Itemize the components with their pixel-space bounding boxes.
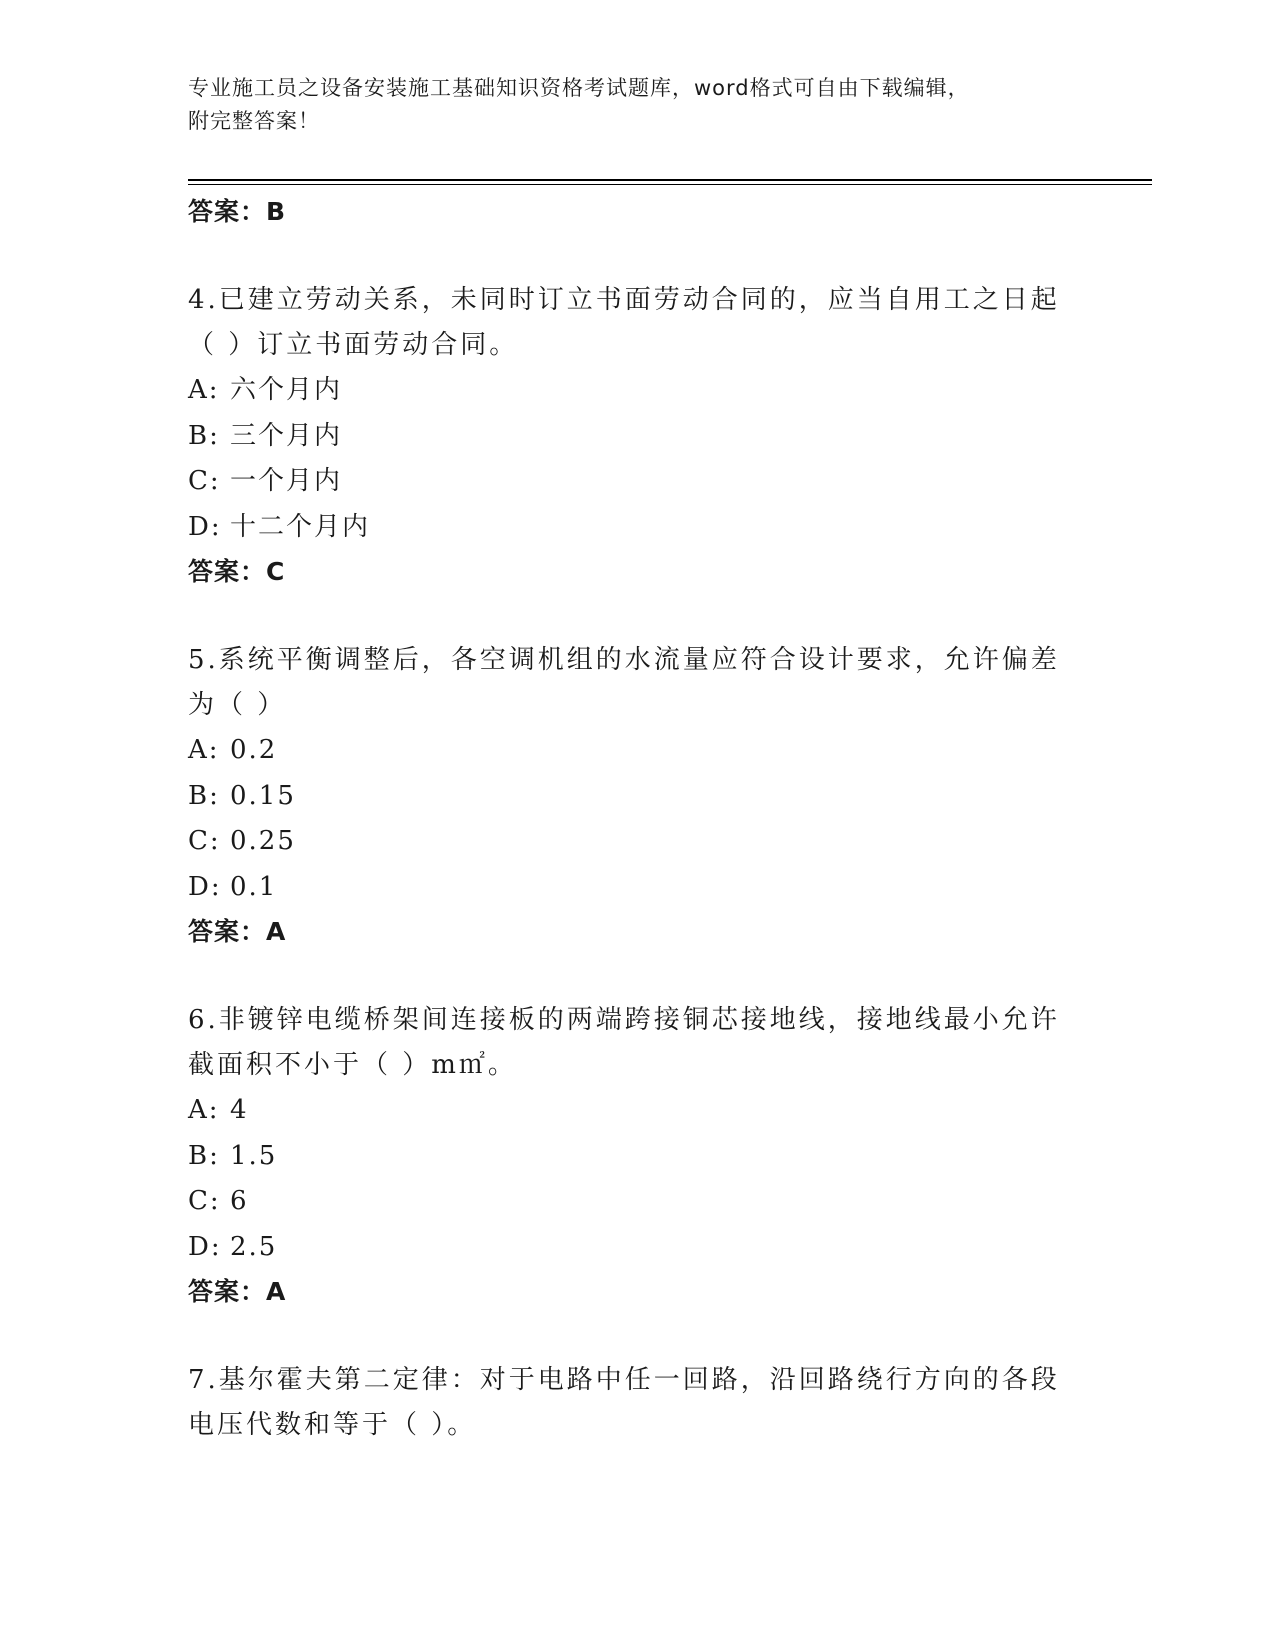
option-value: 4: [230, 1095, 249, 1125]
option-value: 6: [230, 1186, 249, 1216]
header-line-2: 附完整答案！: [188, 109, 320, 133]
answer-line: 答案：B: [188, 197, 287, 226]
question-text-line-2: 电压代数和等于（ ）。: [188, 1410, 477, 1440]
option-key: D:: [188, 871, 222, 902]
option-value: 六个月内: [230, 375, 343, 405]
header-divider-thin: [188, 184, 1152, 185]
question-6: [188, 998, 1088, 1314]
option-key: D:: [188, 1231, 222, 1262]
question-7: [188, 1358, 1088, 1448]
option-key: A:: [188, 735, 220, 765]
option-b: [188, 1134, 1088, 1180]
page-header: [188, 72, 1068, 138]
option-a: [188, 728, 1088, 774]
option-b: [188, 414, 1088, 460]
option-d: [188, 505, 1088, 551]
option-key: D:: [188, 511, 222, 542]
question-text: [188, 998, 1088, 1088]
question-text-line-2: 截面积不小于（ ）m㎡。: [188, 1050, 517, 1080]
option-value: 十二个月内: [230, 511, 371, 542]
option-c: [188, 459, 1088, 505]
option-a: [188, 1088, 1088, 1134]
question-text-line-1: 7.基尔霍夫第二定律：对于电路中任一回路，沿回路绕行方向的各段: [188, 1365, 1060, 1395]
option-c: [188, 819, 1088, 865]
header-divider-thick: [188, 179, 1152, 181]
option-key: A:: [188, 375, 220, 405]
option-value: 0.25: [230, 826, 296, 856]
question-text-line-2: 为（ ）: [188, 690, 287, 720]
option-c: [188, 1179, 1088, 1225]
option-value: 三个月内: [230, 420, 343, 451]
option-key: C:: [188, 466, 221, 496]
option-key: A:: [188, 1095, 220, 1125]
option-value: 1.5: [230, 1140, 278, 1171]
question-text: [188, 278, 1088, 368]
question-text-line-1: 5.系统平衡调整后，各空调机组的水流量应符合设计要求，允许偏差: [188, 645, 1060, 675]
answer-line: 答案：A: [188, 917, 287, 946]
question-text-line-1: 6.非镀锌电缆桥架间连接板的两端跨接铜芯接地线，接地线最小允许: [188, 1005, 1060, 1035]
option-value: 0.2: [230, 735, 278, 765]
option-value: 一个月内: [230, 466, 343, 496]
question-text: [188, 638, 1088, 728]
header-line-1: 专业施工员之设备安装施工基础知识资格考试题库，word格式可自由下载编辑，: [188, 76, 970, 100]
question-4: [188, 278, 1088, 594]
option-key: B:: [188, 420, 220, 451]
option-d: [188, 1225, 1088, 1271]
question-text-line-1: 4.已建立劳动关系，未同时订立书面劳动合同的，应当自用工之日起: [188, 285, 1060, 315]
answer-line: 答案：A: [188, 1277, 287, 1306]
option-d: [188, 865, 1088, 911]
question-list: [188, 190, 1088, 1448]
option-key: C:: [188, 826, 221, 856]
option-key: C:: [188, 1186, 221, 1216]
question-text: [188, 1358, 1088, 1448]
option-value: 0.15: [230, 780, 296, 811]
option-key: B:: [188, 780, 220, 811]
question-text-line-2: （ ）订立书面劳动合同。: [188, 330, 519, 360]
option-value: 0.1: [230, 871, 278, 902]
option-b: [188, 774, 1088, 820]
option-a: [188, 368, 1088, 414]
answer-line: 答案：C: [188, 557, 286, 586]
option-key: B:: [188, 1140, 220, 1171]
question-5: [188, 638, 1088, 954]
option-value: 2.5: [230, 1231, 278, 1262]
